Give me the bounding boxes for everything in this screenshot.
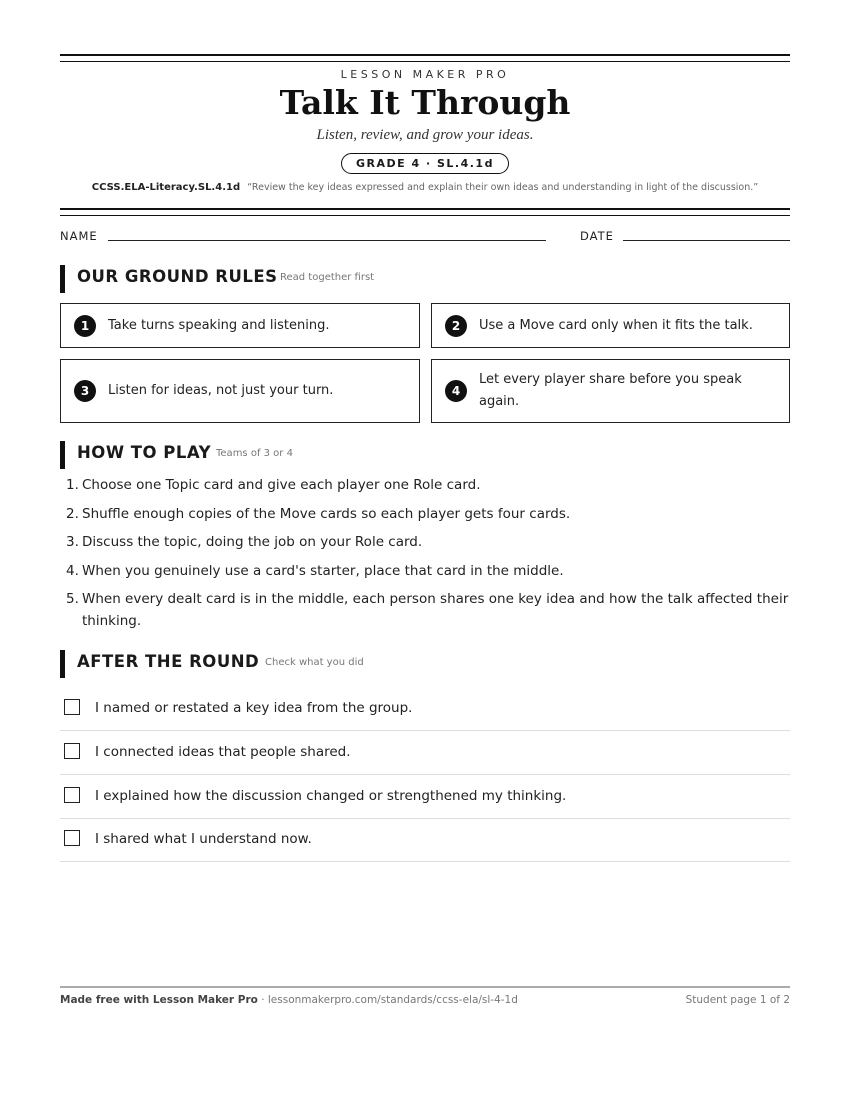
- rule-text: Take turns speaking and listening.: [108, 318, 330, 333]
- date-label: DATE: [580, 229, 614, 243]
- grade-badge-wrap: [60, 152, 790, 174]
- checklist-item: [60, 686, 790, 731]
- checklist-item: [60, 730, 790, 775]
- standard-quote: “Review the key ideas expressed and explain their own ideas and understanding in light of the discussion.”: [247, 182, 759, 193]
- footer-made-with: Made free with Lesson Maker Pro: [60, 994, 258, 1006]
- ground-rules-title: OUR GROUND RULES: [77, 267, 278, 286]
- footer-url[interactable]: lessonmakerpro.com/standards/ccss-ela/sl-4-1d: [267, 994, 518, 1006]
- mid-double-rule: [60, 208, 790, 216]
- how-to-play-steps: [60, 474, 790, 639]
- rule-number-badge: 1: [74, 315, 96, 337]
- checkbox[interactable]: [64, 787, 80, 803]
- rule-text: Listen for ideas, not just your turn.: [108, 383, 334, 398]
- step-text: Shuffle enough copies of the Move cards so each player gets four cards.: [82, 505, 571, 522]
- top-double-rule: [60, 54, 790, 62]
- checklist-text: I shared what I understand now.: [95, 831, 312, 847]
- ground-rule-4: [431, 359, 790, 423]
- ground-rule-3: [60, 359, 420, 423]
- list-item: [60, 560, 790, 582]
- list-item: [60, 503, 790, 525]
- list-item: [60, 588, 790, 632]
- rule-number-badge: 3: [74, 380, 96, 402]
- footer: [60, 994, 790, 1006]
- list-item: [60, 474, 790, 496]
- step-text: When every dealt card is in the middle, each person shares one key idea and how the talk affected their thinking.: [82, 591, 789, 629]
- ground-rule-2: [431, 303, 790, 348]
- step-number: 2.: [66, 505, 79, 522]
- how-to-play-note: Teams of 3 or 4: [216, 448, 293, 459]
- step-text: Choose one Topic card and give each player one Role card.: [82, 477, 481, 493]
- checkbox[interactable]: [64, 830, 80, 846]
- after-round-title: AFTER THE ROUND: [77, 652, 260, 671]
- ground-rules-heading: [60, 265, 375, 293]
- rule-number-badge: 4: [445, 380, 467, 402]
- checklist-text: I explained how the discussion changed or strengthened my thinking.: [95, 788, 567, 804]
- step-text: Discuss the topic, doing the job on your Role card.: [82, 534, 423, 550]
- footer-rule: [60, 986, 790, 988]
- page-subtitle: Listen, review, and grow your ideas.: [316, 127, 534, 143]
- list-item: [60, 531, 790, 553]
- name-field[interactable]: [108, 240, 546, 241]
- name-label: NAME: [60, 229, 98, 243]
- checklist-item: [60, 774, 790, 819]
- brand-label: LESSON MAKER PRO: [340, 68, 510, 81]
- ground-rule-1: [60, 303, 420, 348]
- standard-line: [60, 182, 790, 193]
- checkbox[interactable]: [64, 699, 80, 715]
- ground-rules-note: Read together first: [280, 272, 375, 283]
- footer-page-info: Student page 1 of 2: [685, 994, 790, 1006]
- grade-badge: GRADE 4 · SL.4.1d: [341, 153, 509, 174]
- date-field[interactable]: [623, 240, 790, 241]
- rule-text: Let every player share before you speak again.: [479, 372, 742, 409]
- how-to-play-title: HOW TO PLAY: [77, 443, 212, 462]
- checklist-text: I named or restated a key idea from the group.: [95, 700, 413, 716]
- standard-code: CCSS.ELA-Literacy.SL.4.1d: [91, 182, 241, 193]
- checkbox[interactable]: [64, 743, 80, 759]
- step-number: 1.: [66, 477, 79, 493]
- page-title: Talk It Through: [279, 83, 571, 122]
- after-round-note: Check what you did: [265, 657, 364, 668]
- footer-separator: ·: [257, 994, 268, 1006]
- checklist-text: I connected ideas that people shared.: [95, 744, 351, 760]
- after-round-heading: [60, 650, 364, 678]
- name-date-row: [60, 229, 790, 245]
- step-number: 4.: [66, 562, 79, 579]
- step-text: When you genuinely use a card's starter, place that card in the middle.: [82, 562, 564, 579]
- step-number: 3.: [66, 534, 79, 550]
- how-to-play-heading: [60, 441, 293, 469]
- rule-text: Use a Move card only when it fits the talk.: [479, 318, 753, 333]
- step-number: 5.: [66, 591, 79, 607]
- rule-number-badge: 2: [445, 315, 467, 337]
- checklist-item: [60, 818, 790, 862]
